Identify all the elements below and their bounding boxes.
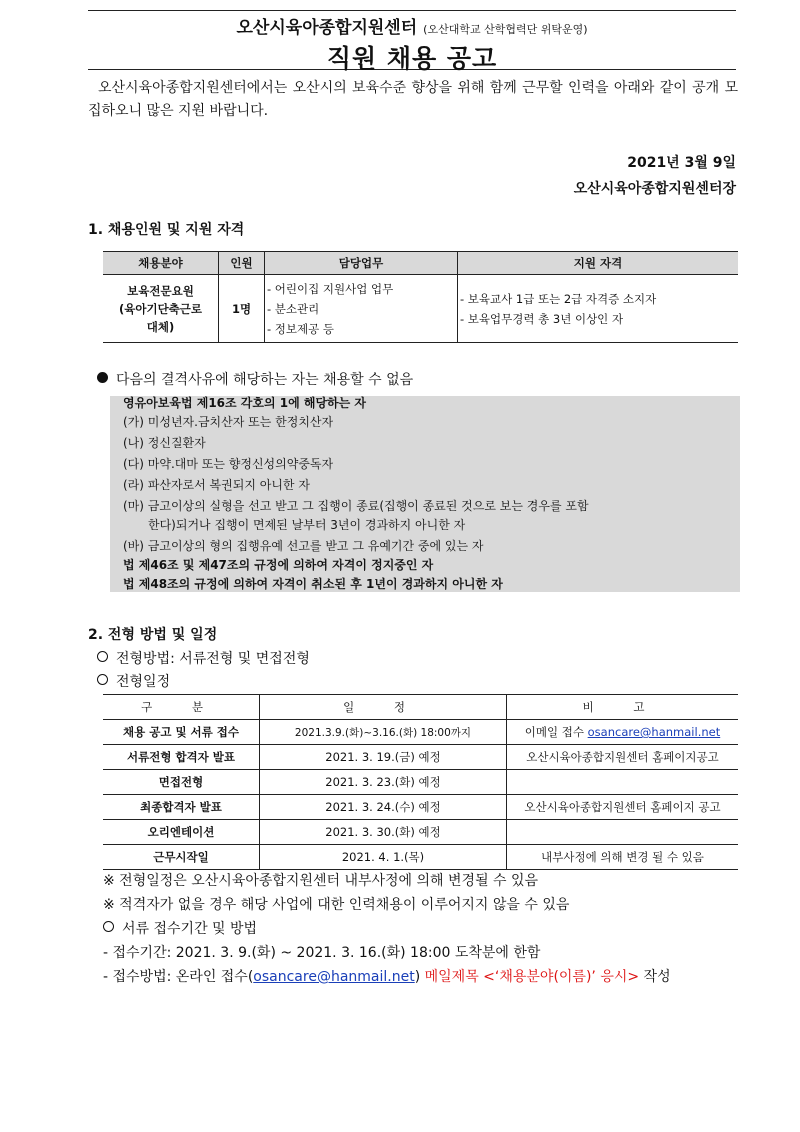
header-count: 인원 — [219, 252, 265, 275]
date-cell: 2021. 3. 23.(화) 예정 — [260, 770, 507, 795]
count-cell: 1명 — [219, 275, 265, 343]
schedule-table — [103, 694, 738, 870]
method-suffix: 작성 — [639, 969, 671, 985]
method-prefix: - 접수방법: 온라인 접수( — [103, 969, 254, 985]
submit-period: - 접수기간: 2021. 3. 9.(화) ~ 2021. 3. 16.(화) 18:00 도착분에 한함 — [103, 945, 541, 961]
schedule-title: 전형일정 — [116, 674, 171, 690]
field-line: 대체) — [146, 319, 175, 334]
bullet-circle-icon — [97, 372, 108, 383]
note-cell: 오산시육아종합지원센터 홈페이지공고 — [507, 745, 739, 770]
date-cell: 2021. 3. 19.(금) 예정 — [260, 745, 507, 770]
disqualification-title: 다음의 결격사유에 해당하는 자는 채용할 수 없음 — [116, 372, 414, 388]
note-line: ※ 전형일정은 오산시육아종합지원센터 내부사정에 의해 변경될 수 있음 — [103, 873, 539, 889]
header-duties: 담당업무 — [265, 252, 458, 275]
qualification-cell — [458, 275, 739, 343]
section2-title: 2. 전형 방법 및 일정 — [88, 627, 218, 643]
org-sub: (오산대학교 산학협력단 위탁운영) — [423, 23, 588, 36]
qualification-item: - 보육업무경력 총 3년 이상인 자 — [460, 311, 624, 326]
step-cell: 오리엔테이션 — [103, 820, 260, 845]
disq-line: (바) 금고이상의 형의 집행유예 선고를 받고 그 유예기간 중에 있는 자 — [123, 539, 484, 553]
duty-item: - 정보제공 등 — [267, 321, 335, 336]
date-cell: 2021. 3. 30.(화) 예정 — [260, 820, 507, 845]
disqualification-box — [110, 396, 740, 592]
table-row — [103, 275, 738, 343]
date-cell: 2021. 3. 24.(수) 예정 — [260, 795, 507, 820]
table-row — [103, 770, 738, 795]
issuer: 오산시육아종합지원센터장 — [573, 181, 736, 197]
section1-title: 1. 채용인원 및 지원 자격 — [88, 222, 245, 238]
intro-paragraph: 오산시육아종합지원센터에서는 오산시의 보육수준 향상을 위해 함께 근무할 인력을 아래와 같이 공개 모집하오니 많은 지원 바랍니다. — [88, 80, 738, 119]
recruitment-table — [103, 251, 738, 343]
header-qualification: 지원 자격 — [458, 252, 739, 275]
qualification-item: - 보육교사 1급 또는 2급 자격증 소지자 — [460, 291, 657, 306]
step-cell: 최종합격자 발표 — [103, 795, 260, 820]
note-line: ※ 적격자가 없을 경우 해당 사업에 대한 인력채용이 이루어지지 않을 수 있음 — [103, 897, 570, 913]
header-note: 비 고 — [507, 695, 739, 720]
page-title: 직원 채용 공고 — [326, 44, 498, 73]
email-link[interactable]: osancare@hanmail.net — [253, 969, 415, 985]
table-header-row — [103, 252, 738, 275]
org-name: 오산시육아종합지원센터 — [236, 18, 418, 38]
header-box — [88, 10, 736, 73]
table-row — [103, 820, 738, 845]
note-cell: 오산시육아종합지원센터 홈페이지 공고 — [507, 795, 739, 820]
disqualification-heading — [97, 369, 413, 389]
disq-line: (나) 정신질환자 — [123, 436, 206, 450]
duty-item: - 분소관리 — [267, 301, 320, 316]
disq-line: (다) 마약.대마 또는 향정신성의약중독자 — [123, 457, 334, 471]
schedule-heading — [97, 671, 170, 691]
bullet-circle-icon — [97, 651, 108, 662]
submit-heading — [103, 918, 257, 938]
disq-line: (가) 미성년자.금치산자 또는 한정치산자 — [123, 415, 334, 429]
table-row — [103, 795, 738, 820]
note-cell — [507, 770, 739, 795]
note-cell: 내부사정에 의해 변경 될 수 있음 — [507, 845, 739, 870]
disq-line: 법 제46조 및 제47조의 규정에 의하여 자격이 정지중인 자 — [123, 558, 434, 572]
note-cell — [507, 720, 739, 745]
table-header-row — [103, 695, 738, 720]
bullet-circle-icon — [103, 921, 114, 932]
disq-line: 영유아보육법 제16조 각호의 1에 해당하는 자 — [123, 396, 367, 410]
table-row — [103, 745, 738, 770]
step-cell: 서류전형 합격자 발표 — [103, 745, 260, 770]
field-line: (육아기단축근로 — [118, 301, 203, 316]
header-field: 채용분야 — [103, 252, 219, 275]
date-cell: 2021.3.9.(화)~3.16.(화) 18:00까지 — [260, 720, 507, 745]
email-link[interactable]: osancare@hanmail.net — [587, 725, 721, 739]
header-date: 일 정 — [260, 695, 507, 720]
mail-subject-format: 메일제목 <‘채용분야(이름)’ 응시> — [424, 969, 640, 985]
notice-date: 2021년 3월 9일 — [627, 155, 736, 171]
table-row — [103, 720, 738, 745]
table-row — [103, 845, 738, 870]
method-close: ) — [414, 969, 421, 985]
org-line — [88, 13, 736, 38]
disq-line: 법 제48조의 규정에 의하여 자격이 취소된 후 1년이 경과하지 아니한 자 — [123, 577, 503, 591]
note-cell — [507, 820, 739, 845]
note-prefix: 이메일 접수 — [524, 725, 588, 739]
field-line: 보육전문요원 — [127, 283, 194, 298]
duty-item: - 어린이집 지원사업 업무 — [267, 281, 394, 296]
submit-method — [103, 966, 671, 986]
step-cell: 면접전형 — [103, 770, 260, 795]
disq-line: 한다)되거나 집행이 면제된 날부터 3년이 경과하지 아니한 자 — [148, 518, 466, 532]
disq-line: (마) 금고이상의 실형을 선고 받고 그 집행이 종료(집행이 종료된 것으로 보는 경우를 포함 — [123, 499, 589, 513]
date-cell: 2021. 4. 1.(목) — [260, 845, 507, 870]
method-text: 전형방법: 서류전형 및 면접전형 — [116, 651, 310, 667]
duties-cell — [265, 275, 458, 343]
step-cell: 근무시작일 — [103, 845, 260, 870]
disq-line: (라) 파산자로서 복권되지 아니한 자 — [123, 478, 310, 492]
step-cell: 채용 공고 및 서류 접수 — [103, 720, 260, 745]
header-step: 구 분 — [103, 695, 260, 720]
method-line — [97, 648, 310, 668]
submit-title: 서류 접수기간 및 방법 — [122, 921, 258, 937]
bullet-circle-icon — [97, 674, 108, 685]
field-cell — [103, 275, 219, 343]
